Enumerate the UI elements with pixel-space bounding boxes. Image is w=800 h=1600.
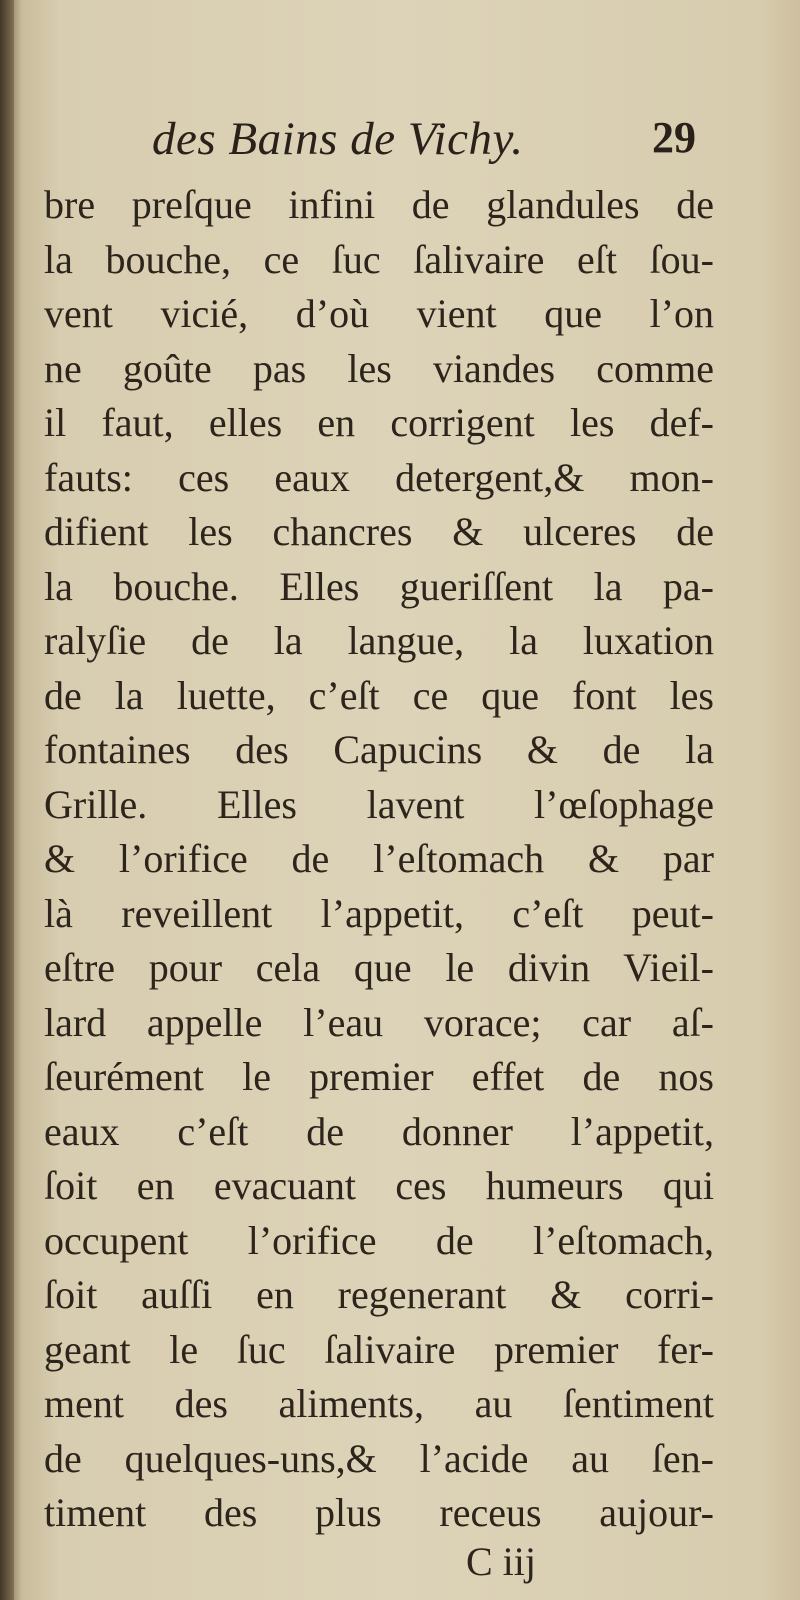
text-line: & l’orifice de l’eſtomach & par [44,836,714,881]
text-line: fontaines des Capucins & de la [44,727,714,772]
running-head-title: des Bains de Vichy. [152,113,524,165]
text-line: eſtre pour cela que le divin Vieil- [44,945,714,990]
text-line: ſoit auſſi en regenerant & corri- [44,1272,714,1317]
running-head [0,112,800,172]
text-line: là reveillent l’appetit, c’eſt peut- [44,890,714,936]
text-line: vent vicié, d’où vient que l’on [44,291,714,336]
text-line: bre preſque infini de glandules de [44,182,714,227]
text-line: ment des aliments, au ſentiment [44,1381,714,1426]
text-line: occupent l’orifice de l’eſtomach, [44,1217,714,1263]
text-line: ralyſie de la langue, la luxation [44,618,714,663]
text-line: Grille. Elles lavent l’œſophage [44,781,714,827]
body-text [44,178,714,1541]
text-line: il faut, elles en corrigent les def- [44,400,714,445]
signature-mark: C iij [466,1539,537,1584]
text-line: eaux c’eſt de donner l’appetit, [44,1108,714,1154]
text-line: la bouche, ce ſuc ſalivaire eſt ſou- [44,236,714,282]
text-line: de la luette, c’eſt ce que font les [44,672,714,718]
text-line: ne goûte pas les viandes comme [44,345,714,391]
text-line: lard appelle l’eau vorace; car aſ- [44,999,714,1045]
text-line: difient les chancres & ulceres de [44,509,714,554]
binding-gutter [0,0,14,1600]
text-line: ſoit en evacuant ces humeurs qui [44,1163,714,1208]
page-number: 29 [652,113,696,162]
text-line: la bouche. Elles gueriſſent la pa- [44,563,714,609]
text-line: ſeurément le premier effet de nos [44,1054,714,1099]
text-line: geant le ſuc ſalivaire premier fer- [44,1326,714,1372]
text-line: timent des plus receus aujour- [44,1490,714,1535]
text-line: de quelques-uns,& l’acide au ſen- [44,1435,714,1481]
text-line: fauts: ces eaux detergent,& mon- [44,454,714,500]
